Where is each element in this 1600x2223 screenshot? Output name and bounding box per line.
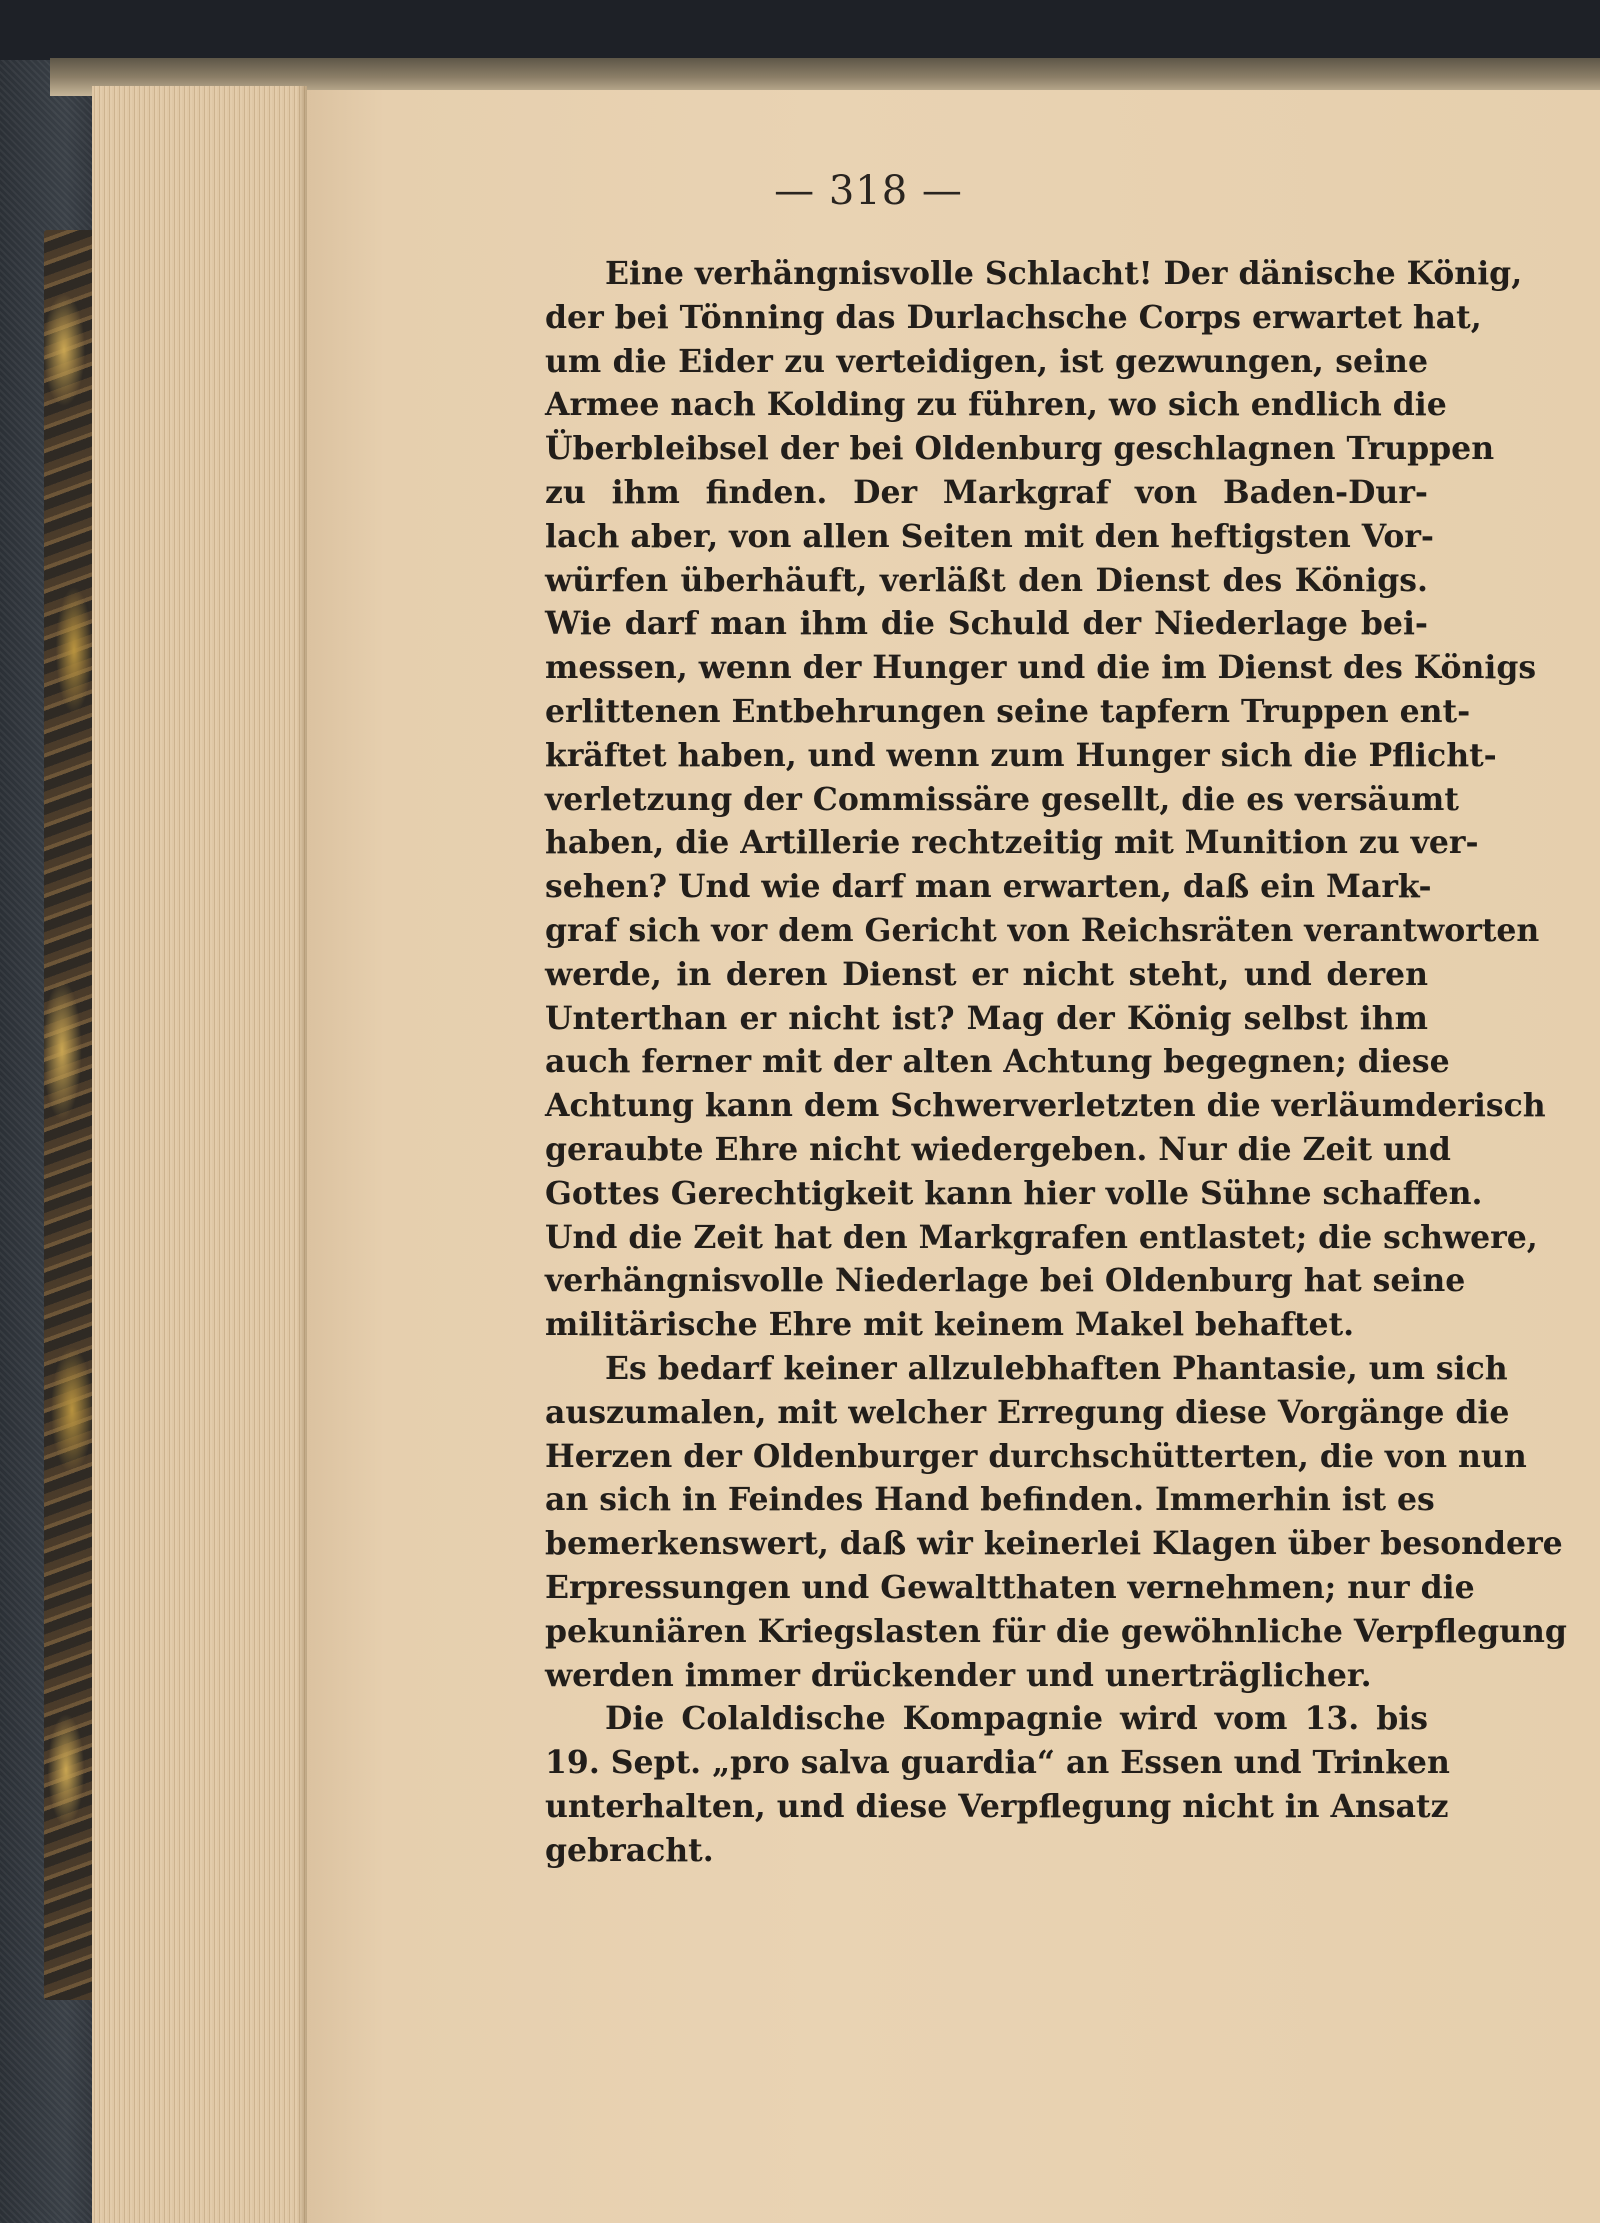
text-line: lach aber, von allen Seiten mit den heftigsten Vor- [545, 517, 1434, 555]
text-line: Gottes Gerechtigkeit kann hier volle Sühne schaffen. [545, 1174, 1483, 1212]
text-line: erlittenen Entbehrungen seine tapfern Truppen ent- [545, 692, 1471, 730]
text-line: Achtung kann dem Schwerverletzten die verläumderisch [545, 1087, 1546, 1125]
text-line: bemerkenswert, daß wir keinerlei Klagen über besondere [545, 1525, 1563, 1563]
text-line: verletzung der Commissäre gesellt, die es versäumt [545, 780, 1459, 818]
text-line: an sich in Feindes Hand befinden. Immerhin ist es [545, 1481, 1435, 1519]
text-line: 19. Sept. „pro salva guardia“ an Essen und Trinken [545, 1744, 1450, 1782]
text-line: Unterthan er nicht ist? Mag der König selbst ihm [545, 999, 1428, 1037]
text-line: verhängnisvolle Niederlage bei Oldenburg hat seine [545, 1262, 1466, 1300]
text-line: pekuniären Kriegslasten für die gewöhnliche Verpflegung [545, 1612, 1567, 1650]
text-line: Eine verhängnisvolle Schlacht! Der dänische König, [605, 255, 1523, 292]
page-number: — 318 — [774, 168, 963, 214]
text-line: auszumalen, mit welcher Erregung diese Vorgänge die [545, 1393, 1510, 1431]
marbled-endpaper [44, 230, 96, 2000]
page-edges [92, 86, 307, 2223]
body-text [545, 252, 1567, 1872]
text-line: Überbleibsel der bei Oldenburg geschlagnen Truppen [545, 430, 1495, 468]
text-line: militärische Ehre mit keinem Makel behaftet. [545, 1306, 1355, 1344]
text-line: Erpressungen und Gewaltthaten vernehmen; nur die [545, 1568, 1475, 1606]
text-line: haben, die Artillerie rechtzeitig mit Munition zu ver- [545, 824, 1479, 862]
text-line: messen, wenn der Hunger und die im Dienst des Königs [545, 649, 1537, 687]
text-line: werden immer drückender und unerträglicher. [545, 1656, 1372, 1694]
text-line: auch ferner mit der alten Achtung begegnen; diese [545, 1043, 1450, 1081]
text-line: würfen überhäuft, verläßt den Dienst des Königs. [545, 561, 1428, 599]
text-line: Und die Zeit hat den Markgrafen entlastet; die schwere, [545, 1218, 1538, 1256]
text-line: Wie darf man ihm die Schuld der Niederlage bei- [545, 605, 1428, 643]
text-line: zu ihm finden. Der Markgraf von Baden-Dur- [545, 473, 1428, 511]
book-page [307, 90, 1600, 2223]
text-line: unterhalten, und diese Verpflegung nicht in Ansatz [545, 1787, 1449, 1825]
text-line: Armee nach Kolding zu führen, wo sich endlich die [545, 386, 1447, 424]
text-line: sehen? Und wie darf man erwarten, daß ein Mark- [545, 868, 1432, 906]
text-line: Es bedarf keiner allzulebhaften Phantasie, um sich [605, 1349, 1508, 1387]
text-line: gebracht. [545, 1831, 714, 1869]
text-line: um die Eider zu verteidigen, ist gezwungen, seine [545, 342, 1428, 380]
text-line: der bei Tönning das Durlachsche Corps erwartet hat, [545, 298, 1482, 336]
text-line: kräftet haben, und wenn zum Hunger sich die Pflicht- [545, 736, 1497, 774]
text-line: graf sich vor dem Gericht von Reichsräten verantworten [545, 911, 1540, 949]
text-line: geraubte Ehre nicht wiedergeben. Nur die Zeit und [545, 1130, 1451, 1168]
text-line: Herzen der Oldenburger durchschütterten, die von nun [545, 1437, 1527, 1475]
text-line: Die Colaldische Kompagnie wird vom 13. bis [605, 1700, 1428, 1738]
text-line: werde, in deren Dienst er nicht steht, und deren [545, 955, 1428, 993]
